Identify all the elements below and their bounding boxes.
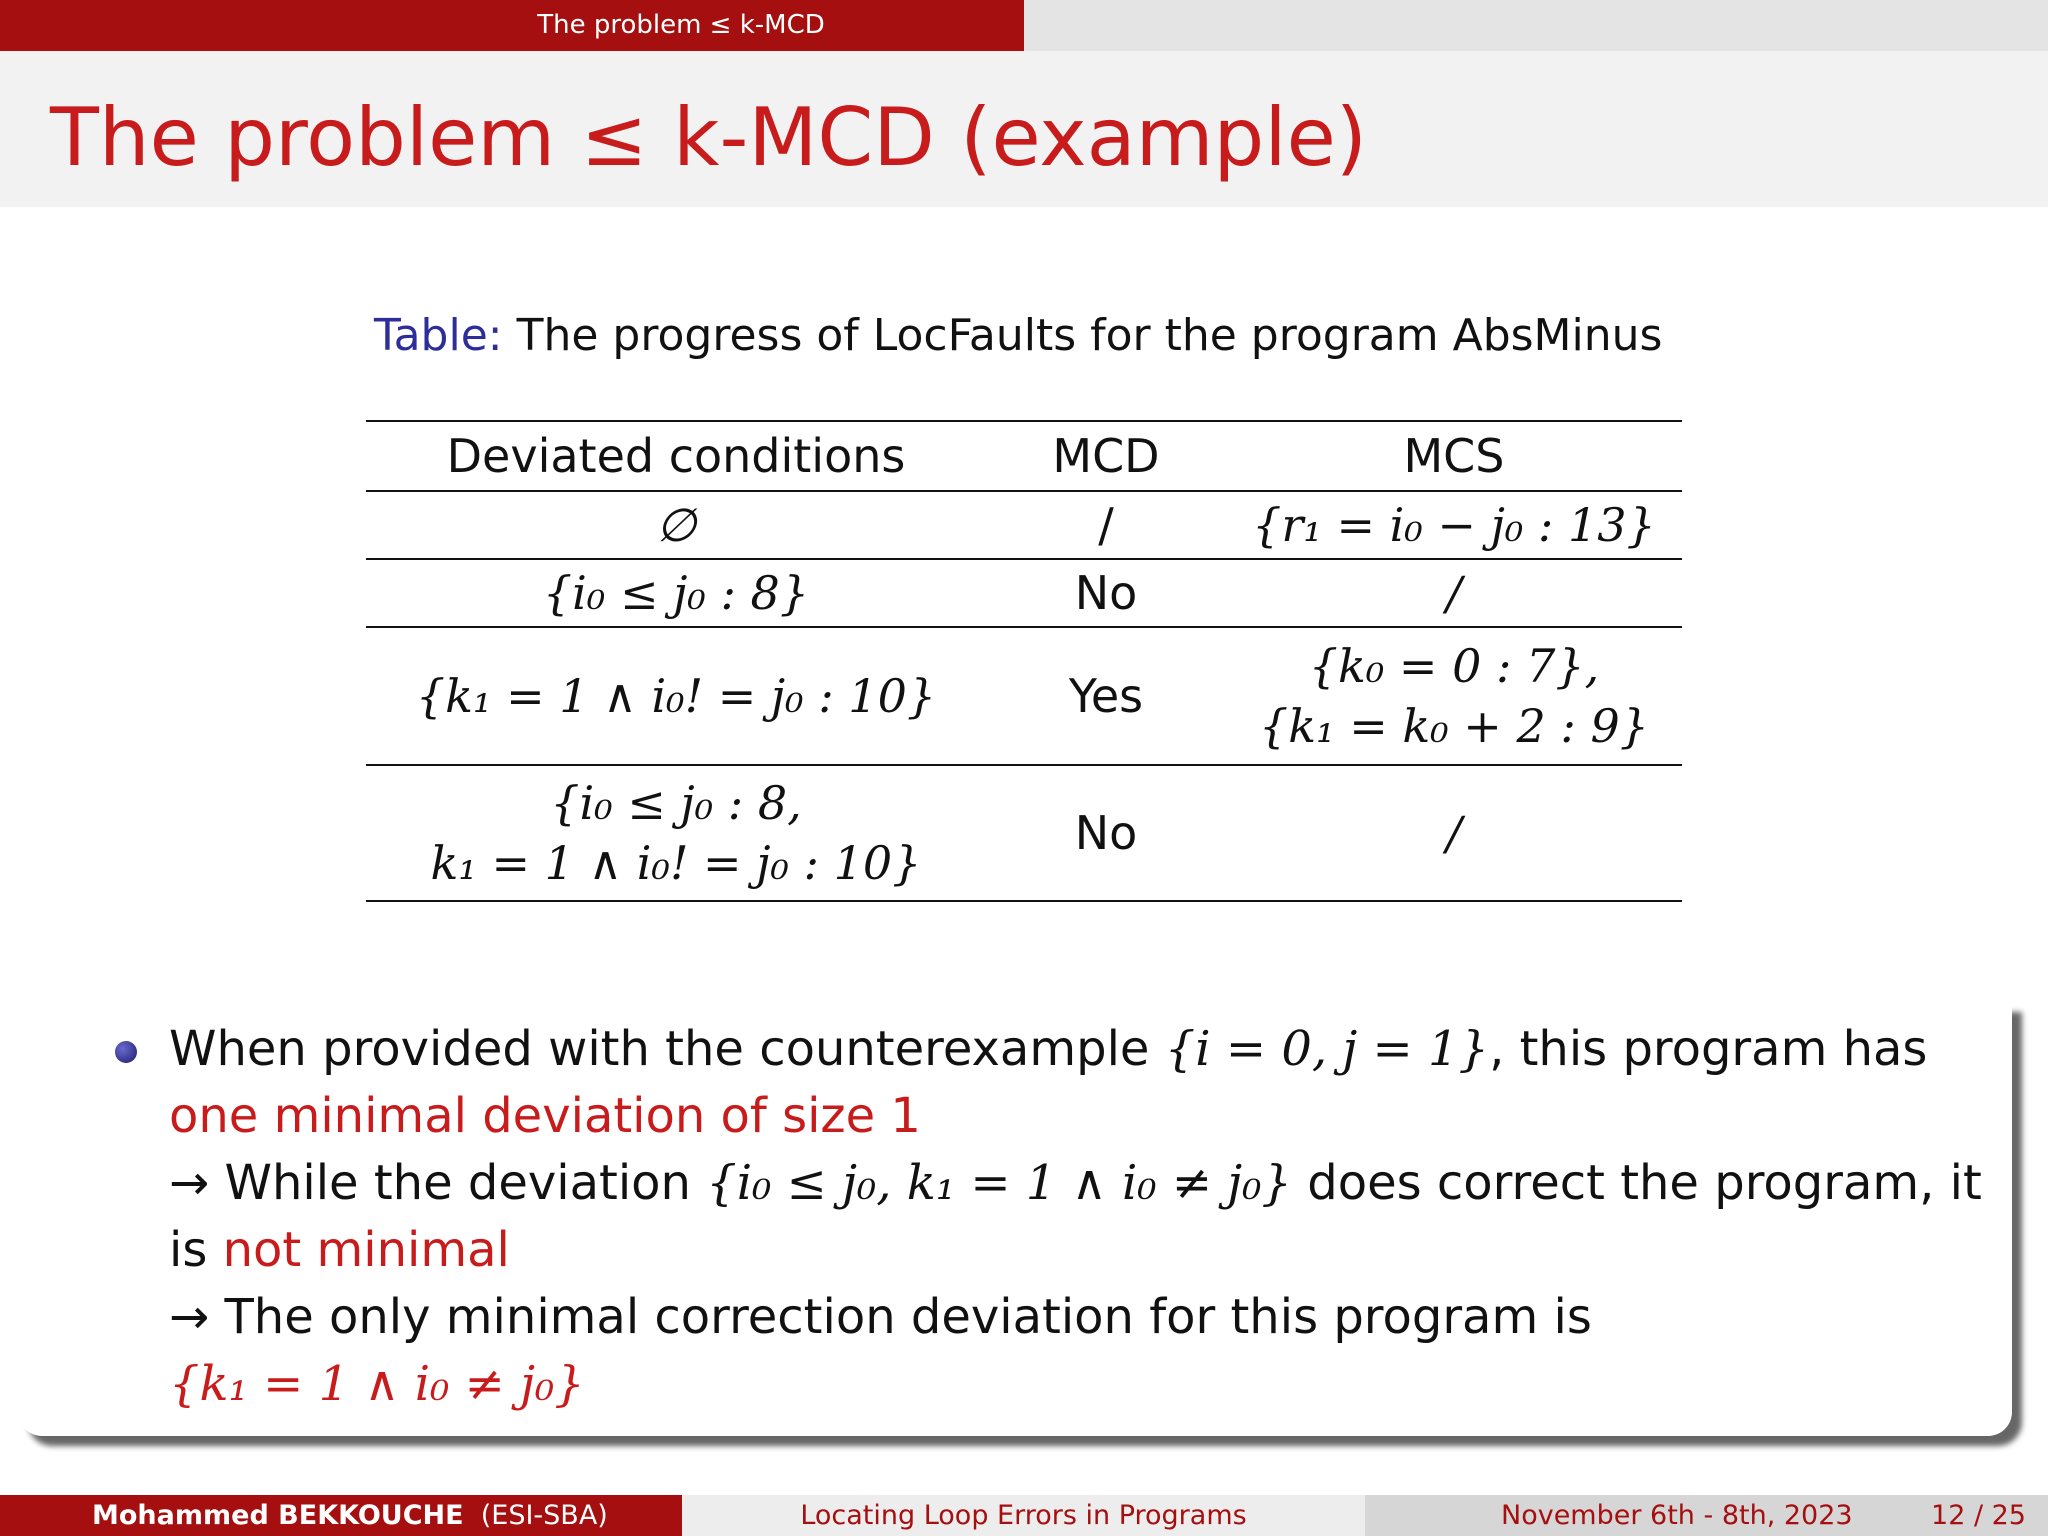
highlight-one-minimal-deviation: one minimal deviation of size 1 [169, 1088, 921, 1144]
header-mcd: MCD [1052, 429, 1160, 483]
table-row [366, 491, 1682, 559]
minimal-correction-math: {k₁ = 1 ∧ i₀ ≠ j₀} [169, 1356, 585, 1412]
cell-mcs: / [1446, 566, 1462, 620]
footer-title: Locating Loop Errors in Programs [682, 1495, 1365, 1536]
table-row [366, 627, 1682, 765]
footer-bar [0, 1495, 2048, 1536]
frame-title-bar [0, 51, 2048, 207]
cell-mcs: / [1446, 806, 1462, 860]
table-caption [374, 310, 1662, 361]
table-row [366, 559, 1682, 627]
slide-title: The problem ≤ k-MCD (example) [50, 91, 1367, 184]
cell-mcd: No [1074, 806, 1138, 860]
locfaults-progress-table [366, 420, 1682, 902]
footer-date: November 6th - 8th, 2023 [1501, 1500, 1853, 1531]
bullet-text-2-end: does correct the program, it is [169, 1155, 1982, 1278]
footer-author [0, 1495, 682, 1536]
bullet-text-1: When provided with the counterexample [169, 1021, 1165, 1077]
cell-conditions: ∅ [655, 498, 697, 552]
counterexample-math: {i = 0, j = 1} [1164, 1021, 1490, 1077]
header-mcs: MCS [1403, 429, 1505, 483]
cell-conditions: {k₁ = 1 ∧ i₀! = j₀ : 10} [415, 669, 937, 723]
footer-date-page [1365, 1495, 2048, 1536]
table-header-row [366, 421, 1682, 491]
cell-conditions: {i₀ ≤ j₀ : 8, k₁ = 1 ∧ i₀! = j₀ : 10} [430, 776, 922, 890]
cell-mcs: {r₁ = i₀ − j₀ : 13} [1252, 498, 1656, 552]
bullet-item [169, 1016, 2009, 1418]
bullet-text-2: → While the deviation [169, 1155, 707, 1211]
caption-label: Table: [374, 310, 503, 361]
caption-text: The progress of LocFaults for the program AbsMinus [516, 310, 1663, 361]
header-deviated-conditions: Deviated conditions [446, 429, 906, 483]
bullet-text-3: → The only minimal correction deviation for this program is [169, 1289, 1592, 1345]
cell-conditions: {i₀ ≤ j₀ : 8} [542, 566, 810, 620]
author-affiliation: (ESI-SBA) [480, 1500, 608, 1531]
nav-section-label: The problem ≤ k-MCD [537, 10, 825, 40]
nav-section-current[interactable] [0, 0, 1024, 51]
table-row [366, 765, 1682, 901]
bullet-ball-icon [115, 1041, 137, 1063]
bullet-text-1-end: , this program has [1489, 1021, 1928, 1077]
top-navigation-bar [0, 0, 2048, 51]
cell-mcd: Yes [1068, 669, 1144, 723]
cell-mcs: {k₀ = 0 : 7}, {k₁ = k₀ + 2 : 9} [1258, 639, 1649, 753]
page-number: 12 / 25 [1931, 1500, 2026, 1531]
author-name: Mohammed BEKKOUCHE [92, 1500, 464, 1531]
deviation-math: {i₀ ≤ j₀, k₁ = 1 ∧ i₀ ≠ j₀} [706, 1155, 1292, 1211]
cell-mcd: / [1098, 498, 1114, 552]
highlight-not-minimal: not minimal [222, 1222, 510, 1278]
cell-mcd: No [1074, 566, 1138, 620]
